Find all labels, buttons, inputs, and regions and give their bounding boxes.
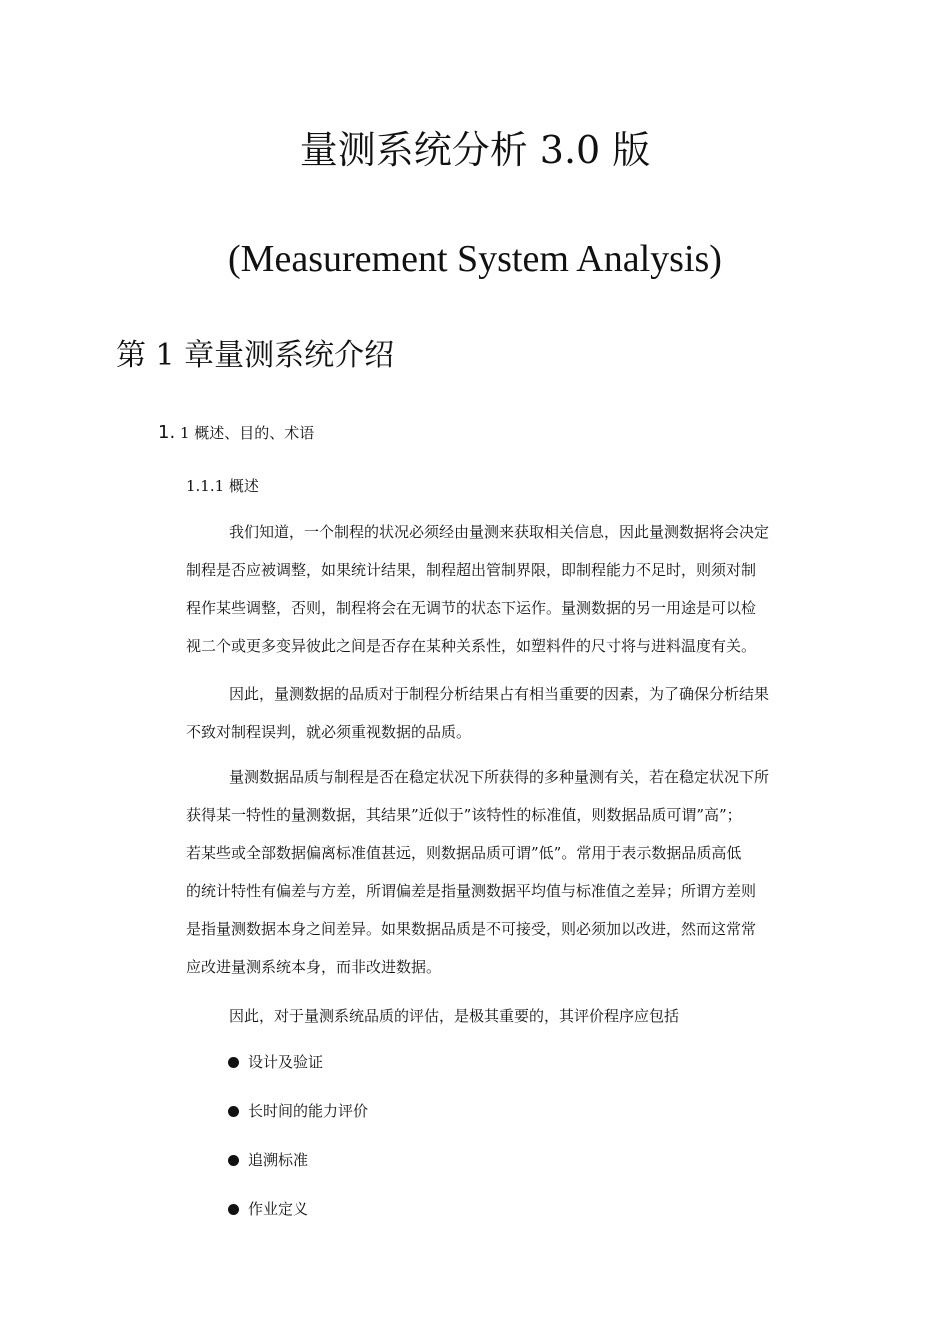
paragraph-line: 应改进量测系统本身，而非改进数据。 <box>186 958 442 976</box>
subsection-heading: 1.1.1 概述 <box>186 477 259 495</box>
paragraph-line: 视二个或更多变异彼此之间是否存在某种关系性，如塑料件的尺寸将与进料温度有关。 <box>186 637 757 655</box>
section-title: 1 概述、目的、术语 <box>175 424 315 442</box>
paragraph-line: 若某些或全部数据偏离标准值甚远，则数据品质可谓”低”。常用于表示数据品质高低 <box>186 844 742 862</box>
paragraph-line: 因此，量测数据的品质对于制程分析结果占有相当重要的因素，为了确保分析结果 <box>229 685 770 703</box>
paragraph-line: 获得某一特性的量测数据，其结果”近似于”该特性的标准值，则数据品质可谓”高”； <box>186 806 742 824</box>
section-number: 1. <box>158 422 176 443</box>
paragraph-line: 因此，对于量测系统品质的评估，是极其重要的，其评价程序应包括 <box>229 1007 680 1025</box>
list-item-text: 作业定义 <box>248 1200 309 1218</box>
paragraph-overview-2 <box>186 675 838 751</box>
paragraph-line: 不致对制程误判，就必须重视数据的品质。 <box>186 723 472 741</box>
paragraph-line: 程作某些调整，否则，制程将会在无调节的状态下运作。量测数据的另一用途是可以检 <box>186 599 757 617</box>
list-item <box>228 1194 368 1243</box>
list-item-text: 追溯标准 <box>248 1151 309 1169</box>
bullet-icon <box>228 1106 239 1117</box>
paragraph-line: 的统计特性有偏差与方差，所谓偏差是指量测数据平均值与标准值之差异；所谓方差则 <box>186 882 757 900</box>
document-title: 量测系统分析 3.0 版 <box>299 128 651 172</box>
paragraph-overview-4 <box>186 997 838 1035</box>
bullet-icon <box>228 1204 239 1215</box>
section-heading <box>158 421 314 445</box>
paragraph-line: 制程是否应被调整，如果统计结果，制程超出管制界限，即制程能力不足时，则须对制 <box>186 561 757 579</box>
bullet-icon <box>228 1057 239 1068</box>
chapter-heading: 第 1 章量测系统介绍 <box>116 338 395 373</box>
paragraph-overview-1 <box>186 513 838 665</box>
list-item <box>228 1047 368 1096</box>
evaluation-list <box>228 1047 368 1243</box>
paragraph-overview-3 <box>186 758 838 986</box>
paragraph-line: 我们知道，一个制程的状况必须经由量测来获取相关信息，因此量测数据将会决定 <box>229 523 770 541</box>
bullet-icon <box>228 1155 239 1166</box>
list-item <box>228 1145 368 1194</box>
list-item-text: 设计及验证 <box>248 1053 324 1071</box>
list-item-text: 长时间的能力评价 <box>248 1102 369 1120</box>
paragraph-line: 量测数据品质与制程是否在稳定状况下所获得的多种量测有关，若在稳定状况下所 <box>229 768 770 786</box>
paragraph-line: 是指量测数据本身之间差异。如果数据品质是不可接受，则必须加以改进，然而这常常 <box>186 920 757 938</box>
list-item <box>228 1096 368 1145</box>
document-subtitle: (Measurement System Analysis) <box>228 238 722 280</box>
